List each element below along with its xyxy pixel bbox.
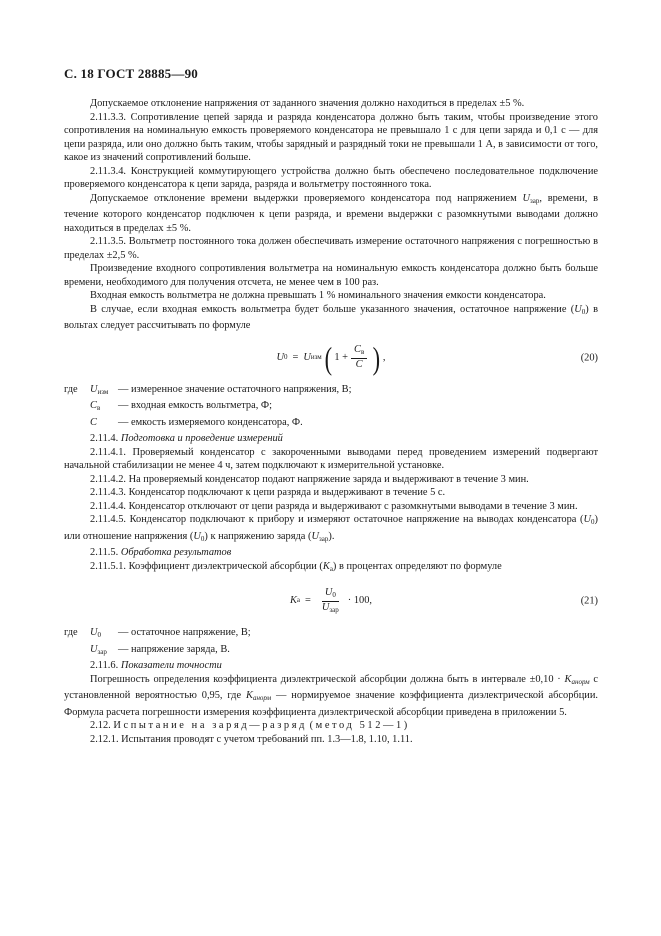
formula-number: (21) xyxy=(580,595,598,607)
section-heading: 2.12. Испытание на заряд—разряд (метод 512—1) xyxy=(90,720,410,731)
paragraph: Погрешность определения коэффициента диэлектрической абсорбции должна быть в интервале $\pm 0,10 \cdot K_{анорм}$ с установленной вероятностью 0,95, где $K_{анорм}$ — нормируемое значение коэффициента диэлектрической абсорбции. Формула расчета погрешности измерения коэффициента диэлектрической абсорбции приведена в приложении 5. xyxy=(64,673,598,718)
definitions-list: где $U_{изм}$ — измеренное значение остаточного напряжения, В; $C_в$ — входная емкость вольтметра, Ф; C — емкость измеряемого конденсатора, Ф. xyxy=(64,383,352,428)
paragraph: 2.11.5.1. Коэффициент диэлектрической абсорбции $(K_а)$ в процентах определяют по формуле xyxy=(90,560,502,573)
paragraph: 2.11.4.2. На проверяемый конденсатор подают напряжение заряда и выдерживают в течение 3 мин. xyxy=(90,473,529,485)
paragraph: 2.12.1. Испытания проводят с учетом требований пп. 1.3—1.8, 1.10, 1.11. xyxy=(90,733,413,745)
paragraph: 2.11.4.1. Проверяемый конденсатор с закороченными выводами перед проведением измерений подвергают начальной стабилизации не менее 4 ч, затем подключают к измерительной установке. xyxy=(64,446,598,471)
paragraph: 2.11.3.3. Сопротивление цепей заряда и разряда конденсатора должно быть таким, чтобы произведение этого сопротивления на номинальную емкость проверяемого конденсатора не превышало 1 с для цепи заряда и 0,1 с — для цепи разряда, или оно должно быть таким, чтобы зарядный и разрядный токи не превышали 1 А, в зависимости от того, какое из значений сопротивлений больше. xyxy=(64,111,598,163)
paragraph: 2.11.4.5. Конденсатор подключают к прибору и измеряют остаточное напряжение на выводах конденсатора $(U_0)$ или отношение напряжения $(U_0)$ к напряжению заряда $(U_{зар})$. xyxy=(64,514,598,543)
fraction: $\frac{U_0}{U_{зар}}$ xyxy=(321,586,339,614)
paragraph: 2.11.3.5. Вольтметр постоянного тока должен обеспечивать измерение остаточного напряжения с погрешностью в пределах ±2,5 %. xyxy=(64,236,598,261)
paragraph: В случае, если входная емкость вольтметра будет больше указанного значения, остаточное напряжение $(U_0)$ в вольтах следует рассчитывать по формуле xyxy=(64,303,598,331)
paragraph: 2.11.4.3. Конденсатор подключают к цепи разряда и выдерживают в течение 5 с. xyxy=(90,487,446,498)
paragraph: Допускаемое отклонение времени выдержки проверяемого конденсатора под напряжением $U_{зар}$, времени, в течение которого конденсатор подключен к цепи разряда, и времени выдержки с разомкнутыми выводами должно находиться в пределах ±5 %. xyxy=(64,192,598,234)
paragraph: 2.11.3.4. Конструкцией коммутирующего устройства должно быть обеспечено последовательное подключение проверяемого конденсатора к цепи заряда, разряда и вольтметру постоянного тока. xyxy=(64,165,598,190)
formula-20: U 0 = U изм ( 1 + $\frac{C_в}{C}$ ) , (20) xyxy=(276,339,598,376)
definitions-list: где $U_0$ — остаточное напряжение, В; $U_{зар}$ — напряжение заряда, В. xyxy=(64,627,251,656)
section-heading: 2.11.4. Подготовка и проведение измерений xyxy=(90,433,283,444)
fraction: $\frac{C_в}{C}$ xyxy=(351,344,367,371)
page-header: С. 18 ГОСТ 28885—90 xyxy=(64,66,198,81)
document-body xyxy=(64,97,598,746)
formula-number: (20) xyxy=(580,351,598,363)
paragraph: Произведение входного сопротивления вольтметра на номинальную емкость конденсатора должно быть больше времени, необходимого для получения отсчета, не менее чем в 100 раз. xyxy=(64,263,598,288)
paragraph: 2.11.4.4. Конденсатор отключают от цепи разряда и выдерживают с разомкнутыми выводами в течение 3 мин. xyxy=(90,500,578,512)
paragraph: Входная емкость вольтметра не должна превышать 1 % номинального значения емкости конденсатора. xyxy=(90,290,546,301)
section-heading: 2.11.5. Обработка результатов xyxy=(90,547,232,558)
formula-21: K а = $\frac{U_0}{U_{зар}}$ · 100, (21) xyxy=(289,586,598,614)
section-heading: 2.11.6. Показатели точности xyxy=(90,660,222,671)
paragraph: Допускаемое отклонение напряжения от заданного значения должно находиться в пределах ±5 %. xyxy=(90,98,525,109)
